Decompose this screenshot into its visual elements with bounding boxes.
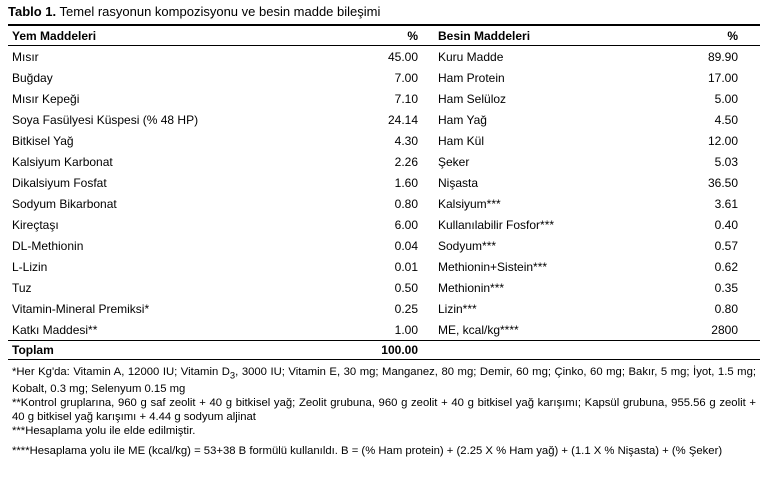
table-row — [8, 256, 760, 277]
nutrient-cell: Kullanılabilir Fosfor*** — [438, 217, 555, 232]
nutrient-pct-cell: 5.00 — [714, 91, 738, 106]
nutrient-cell: Kuru Madde — [438, 49, 504, 64]
nutrient-cell: Ham Kül — [438, 133, 485, 148]
feed-pct-cell: 6.00 — [394, 217, 418, 232]
feed-cell: Buğday — [12, 70, 53, 85]
nutrient-cell: ME, kcal/kg**** — [438, 322, 519, 337]
table-row — [8, 46, 760, 67]
table-row — [8, 151, 760, 172]
feed-pct-cell: 1.00 — [394, 322, 418, 337]
total-row — [8, 341, 760, 359]
nutrient-pct-cell: 0.80 — [714, 301, 738, 316]
feed-pct-cell: 0.25 — [394, 301, 418, 316]
table-row — [8, 130, 760, 151]
feed-cell: Katkı Maddesi** — [12, 322, 98, 337]
table-row — [8, 277, 760, 298]
feed-pct-cell: 0.80 — [394, 196, 418, 211]
footnotes — [8, 360, 760, 458]
header-nutrient-pct: % — [727, 28, 738, 43]
nutrient-pct-cell: 4.50 — [714, 112, 738, 127]
nutrient-pct-cell: 0.40 — [714, 217, 738, 232]
feed-pct-cell: 24.14 — [387, 112, 418, 127]
feed-pct-cell: 7.10 — [394, 91, 418, 106]
feed-pct-cell: 0.04 — [394, 238, 418, 253]
nutrient-pct-cell: 2800 — [711, 322, 738, 337]
table-row — [8, 67, 760, 88]
table-row — [8, 319, 760, 340]
nutrient-cell: Ham Yağ — [438, 112, 487, 127]
table-caption-text: Temel rasyonun kompozisyonu ve besin madde bileşimi — [59, 4, 381, 19]
header-feed-pct: % — [407, 28, 418, 43]
feed-cell: Mısır — [12, 49, 39, 64]
nutrient-pct-cell: 0.35 — [714, 280, 738, 295]
footnote-me-formula: ****Hesaplama yolu ile ME (kcal/kg) = 53+38 B formülü kullanıldı. B = (% Ham protein) + (2.25 X % Ham yağ) + (1.1 X % Nişasta) + (% Şeker) — [12, 445, 723, 458]
nutrient-cell: Ham Selüloz — [438, 91, 507, 106]
feed-cell: Kireçtaşı — [12, 217, 59, 232]
feed-cell: Mısır Kepeği — [12, 91, 80, 106]
nutrient-pct-cell: 17.00 — [707, 70, 738, 85]
header-feed: Yem Maddeleri — [12, 28, 97, 43]
table-header-row — [8, 26, 760, 45]
table-row — [8, 88, 760, 109]
feed-cell: Bitkisel Yağ — [12, 133, 74, 148]
feed-pct-cell: 0.01 — [394, 259, 418, 274]
footnote-calculated: ***Hesaplama yolu ile elde edilmiştir. — [12, 425, 196, 438]
feed-cell: Kalsiyum Karbonat — [12, 154, 113, 169]
feed-pct-cell: 1.60 — [394, 175, 418, 190]
table-row — [8, 298, 760, 319]
table-body — [8, 46, 760, 340]
table-row — [8, 172, 760, 193]
feed-pct-cell: 4.30 — [394, 133, 418, 148]
nutrient-pct-cell: 12.00 — [707, 133, 738, 148]
feed-cell: L-Lizin — [12, 259, 48, 274]
table-row — [8, 193, 760, 214]
nutrient-cell: Nişasta — [438, 175, 479, 190]
total-label: Toplam — [12, 343, 54, 357]
nutrient-pct-cell: 5.03 — [714, 154, 738, 169]
nutrient-pct-cell: 3.61 — [714, 196, 738, 211]
feed-pct-cell: 7.00 — [394, 70, 418, 85]
feed-cell: Dikalsiyum Fosfat — [12, 175, 107, 190]
feed-pct-cell: 2.26 — [394, 154, 418, 169]
table-row — [8, 109, 760, 130]
table-row — [8, 214, 760, 235]
nutrient-pct-cell: 36.50 — [707, 175, 738, 190]
feed-pct-cell: 45.00 — [387, 49, 418, 64]
nutrient-cell: Sodyum*** — [438, 238, 497, 253]
footnote-premix: *Her Kg'da: Vitamin A, 12000 IU; Vitamin $D_3$, 3000 IU; Vitamin E, 30 mg; Manganez, 80 mg; Demir, 60 mg; Çinko, 60 mg; Bakır, 5 mg; İyot, 1.5 mg; Kobalt, 0.3 mg; Selenyum 0.15 mg — [12, 366, 756, 396]
nutrient-pct-cell: 0.62 — [714, 259, 738, 274]
nutrient-pct-cell: 89.90 — [707, 49, 738, 64]
feed-cell: Sodyum Bikarbonat — [12, 196, 117, 211]
footnote-additive: **Kontrol gruplarına, 960 g saf zeolit + 40 g bitkisel yağ; Zeolit grubuna, 960 g zeolit + 40 g bitkisel yağ karışımı; Kapsül grubuna, 955.56 g zeolit + 40 g bitkisel yağ karışımı + 4.44 g sodyum aljinat — [12, 397, 756, 424]
header-nutrient: Besin Maddeleri — [438, 28, 531, 43]
table-caption — [8, 4, 760, 22]
feed-cell: DL-Methionin — [12, 238, 84, 253]
feed-cell: Soya Fasülyesi Küspesi (% 48 HP) — [12, 112, 199, 127]
nutrient-cell: Kalsiyum*** — [438, 196, 501, 211]
nutrient-cell: Lizin*** — [438, 301, 477, 316]
total-value: 100.00 — [381, 343, 418, 357]
nutrient-cell: Ham Protein — [438, 70, 505, 85]
feed-cell: Vitamin-Mineral Premiksi* — [12, 301, 150, 316]
nutrient-cell: Şeker — [438, 154, 470, 169]
nutrient-cell: Methionin*** — [438, 280, 505, 295]
feed-pct-cell: 0.50 — [394, 280, 418, 295]
table-caption-label: Tablo 1. — [8, 4, 57, 19]
table-row — [8, 235, 760, 256]
nutrient-cell: Methionin+Sistein*** — [438, 259, 548, 274]
feed-cell: Tuz — [12, 280, 32, 295]
nutrient-pct-cell: 0.57 — [714, 238, 738, 253]
